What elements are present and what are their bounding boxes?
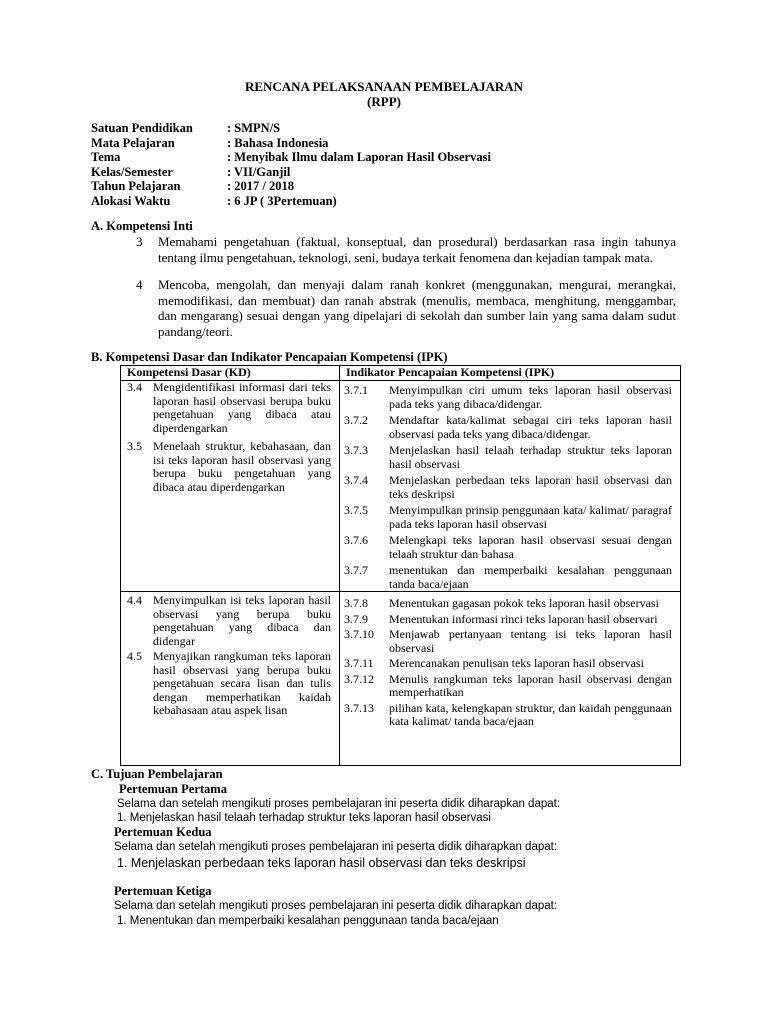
ipk-text: Menyimpulkan prinsip penggunaan kata/ kalimat/ paragraf pada teks laporan hasil observasi (389, 503, 672, 531)
ipk-text: Menjelaskan perbedaan teks laporan hasil observasi dan teks deskripsi (389, 473, 672, 501)
identity-value: : Bahasa Indonesia (227, 135, 329, 150)
ipk-text: Menentukan informasi rinci teks laporan hasil observari (389, 611, 658, 626)
meeting-title: Pertemuan Ketiga (114, 884, 212, 898)
meeting-objective: 1. Menjelaskan perbedaan teks laporan hasil observasi dan teks deskripsi (117, 856, 526, 870)
ipk-number: 3.7.12 (344, 671, 374, 686)
identity-value: : VII/Ganjil (227, 164, 291, 179)
column-header-ipk: Indikator Pencapaian Kompetensi (IPK) (340, 366, 681, 381)
ipk-item (340, 414, 680, 441)
ipk-text: pilihan kata, kelengkapan struktur, dan kaidah penggunaan kata kalimat/ tanda baca/ejaan (389, 700, 672, 728)
kd-number: 3.5 (127, 439, 142, 453)
ipk-text: menentukan dan memperbaiki kesalahan penggunaan tanda baca/ejaan (389, 563, 672, 591)
identity-label: Tahun Pelajaran (91, 179, 181, 193)
ipk-item (340, 597, 680, 611)
ipk-item (340, 534, 680, 561)
kd-number: 4.4 (127, 593, 142, 607)
identity-label: Satuan Pendidikan (91, 121, 193, 135)
identity-row (91, 165, 491, 180)
ipk-number: 3.7.11 (344, 656, 374, 670)
meeting-objective: 1. Menjelaskan hasil telaah terhadap struktur teks laporan hasil observasi (117, 812, 491, 824)
ipk-item (340, 657, 680, 671)
ipk-text: Mendaftar kata/kalimat sebagai ciri teks laporan hasil observasi pada teks yang dibaca/didengar. (389, 413, 672, 441)
ipk-item (340, 613, 680, 627)
ipk-number: 3.7.5 (344, 503, 368, 517)
kd-text: Menyajikan rangkuman teks laporan hasil observasi yang berupa buku pengetahuan secara lisan dan tulis dengan memperhatikan kaidah kebahasaan atau aspek lisan (153, 649, 331, 717)
ipk-number: 3.7.7 (344, 563, 368, 577)
identity-label: Tema (91, 150, 121, 164)
ipk-item (340, 564, 680, 591)
identity-row (91, 179, 491, 194)
ipk-text: Menulis rangkuman teks laporan hasil observasi dengan memperhatikan (389, 671, 672, 699)
table-row (121, 592, 681, 766)
ipk-item (340, 673, 680, 700)
document-subtitle: (RPP) (367, 94, 401, 109)
section-c-heading: C. Tujuan Pembelajaran (91, 767, 223, 781)
ipk-item (340, 702, 680, 729)
ipk-text: Menjawab pertanyaan tentang isi teks laporan hasil observasi (389, 627, 672, 655)
ipk-text: Menyimpulkan ciri umum teks laporan hasil observasi pada teks yang dibaca/didengar. (389, 383, 672, 411)
kd-number: 3.4 (127, 380, 142, 394)
kd-text: Menelaah struktur, kebahasaan, dan isi teks laporan hasil observasi yang berupa buku pengetahuan yang dibaca atau diperdengarkan (153, 439, 331, 494)
ipk-number: 3.7.4 (344, 473, 368, 487)
section-a-heading: A. Kompetensi Inti (91, 219, 193, 233)
ipk-number: 3.7.3 (344, 443, 368, 457)
ki-text: Memahami pengetahuan (faktual, konseptual, dan prosedural) berdasarkan rasa ingin tahunya tentang ilmu pengetahuan, teknologi, seni, budaya terkait fenomena dan kejadian tampak mata. (158, 234, 676, 265)
section-b-heading: B. Kompetensi Dasar dan Indikator Pencapaian Kompetensi (IPK) (91, 350, 448, 364)
ki-text: Mencoba, mengolah, dan menyaji dalam ranah konkret (menggunakan, mengurai, merangkai, memodifikasi, dan membuat) dan ranah abstrak (menulis, membaca, menghitung, menggambar, dan mengarang) sesuai dengan yang dipelajari di sekolah dan sumber lain yang sama dalam sudut pandang/teori. (158, 277, 676, 339)
ipk-cell (340, 592, 681, 766)
table-row (121, 381, 681, 592)
ipk-number: 3.7.13 (344, 700, 374, 715)
ipk-number: 3.7.8 (344, 596, 368, 610)
identity-row (91, 150, 491, 165)
kd-item (121, 650, 339, 718)
ipk-number: 3.7.10 (344, 627, 374, 641)
identity-block (91, 121, 491, 208)
document-title: RENCANA PELAKSANAAN PEMBELAJARAN (244, 79, 524, 94)
ipk-item (340, 504, 680, 531)
kd-text: Mengidentifikasi informasi dari teks laporan hasil observasi berupa buku pengetahuan yang dibaca atau diperdengarkan (153, 380, 331, 435)
identity-label: Alokasi Waktu (91, 193, 171, 208)
ipk-number: 3.7.1 (344, 383, 368, 397)
table-header-row (121, 366, 681, 381)
ipk-number: 3.7.2 (344, 413, 368, 427)
meeting-intro: Selama dan setelah mengikuti proses pembelajaran ini peserta didik diharapkan dapat: (114, 841, 558, 853)
ki-number: 4 (136, 277, 143, 292)
ki-item (136, 234, 676, 265)
ipk-item (340, 444, 680, 471)
ki-item (136, 277, 676, 339)
ipk-cell (340, 381, 681, 592)
ki-number: 3 (136, 234, 143, 249)
ipk-item (340, 384, 680, 411)
ipk-text: Menentukan gagasan pokok teks laporan hasil observasi (389, 596, 659, 610)
kd-item (121, 381, 339, 435)
ipk-text: Melengkapi teks laporan hasil observasi sesuai dengan telaah struktur dan bahasa (389, 533, 672, 561)
meeting-intro: Selama dan setelah mengikuti proses pembelajaran ini peserta didik diharapkan dapat: (114, 900, 558, 912)
kd-cell (121, 381, 340, 592)
identity-label: Mata Pelajaran (91, 135, 175, 150)
kd-number: 4.5 (127, 649, 142, 663)
kd-text: Menyimpulkan isi teks laporan hasil observasi yang berupa buku pengetahuan yang dibaca dan didengar (153, 593, 331, 648)
meeting-title: Pertemuan Kedua (114, 825, 212, 839)
kd-item (121, 440, 339, 494)
meeting-objective: 1. Menentukan dan memperbaiki kesalahan penggunaan tanda baca/ejaan (117, 915, 499, 927)
kd-item (121, 594, 339, 648)
ipk-item (340, 628, 680, 655)
competency-table (120, 365, 681, 766)
kd-cell (121, 592, 340, 766)
identity-value: : 6 JP ( 3Pertemuan) (227, 193, 337, 208)
identity-value: : SMPN/S (227, 121, 281, 135)
identity-row (91, 194, 491, 209)
identity-row (91, 136, 491, 151)
ipk-item (340, 474, 680, 501)
identity-value: : 2017 / 2018 (227, 179, 295, 193)
column-header-kd: Kompetensi Dasar (KD) (121, 366, 340, 381)
identity-row (91, 121, 491, 136)
ipk-text: Merencanakan penulisan teks laporan hasil observasi (389, 656, 644, 670)
meeting-title: Pertemuan Pertama (119, 782, 227, 796)
ipk-number: 3.7.6 (344, 533, 368, 547)
ipk-number: 3.7.9 (344, 611, 368, 626)
identity-label: Kelas/Semester (91, 164, 173, 179)
meeting-intro: Selama dan setelah mengikuti proses pembelajaran ini peserta didik diharapkan dapat: (117, 798, 561, 810)
identity-value: : Menyibak Ilmu dalam Laporan Hasil Observasi (227, 150, 491, 164)
ipk-text: Menjelaskan hasil telaah terhadap struktur teks laporan hasil observasi (389, 443, 672, 471)
